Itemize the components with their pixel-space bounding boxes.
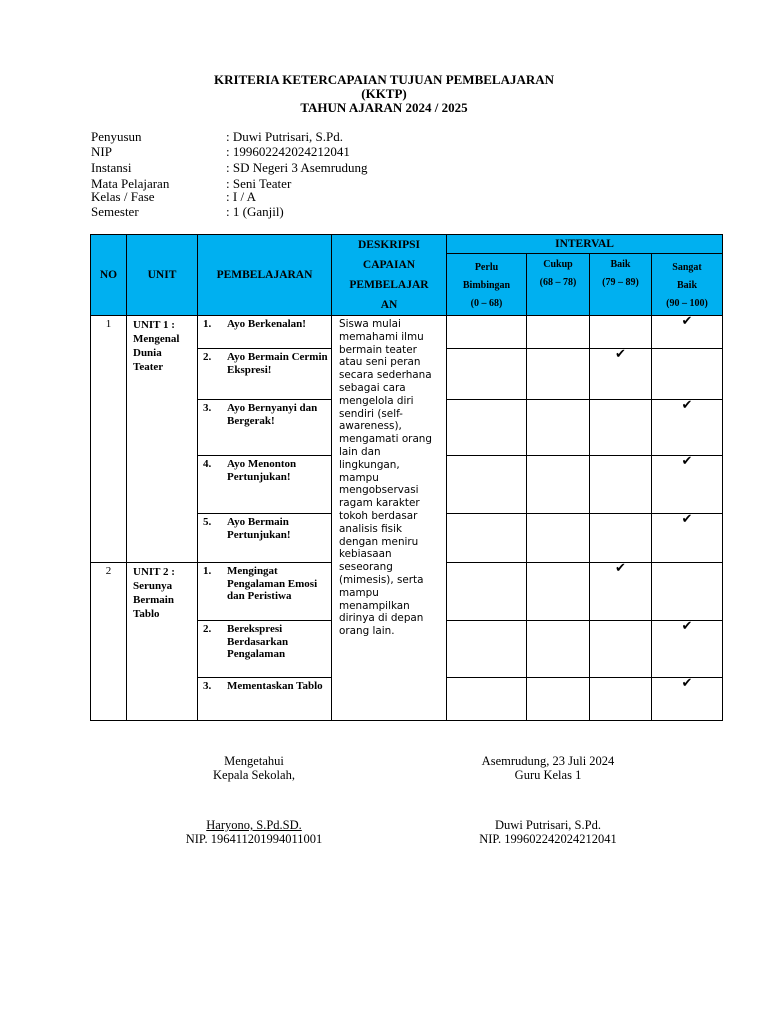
unit-title-1: UNIT 1 : Mengenal Dunia Teater <box>127 316 198 563</box>
check-cell-sangat-baik <box>652 349 723 400</box>
lesson-cell <box>198 316 332 349</box>
level-range: (68 – 78) <box>539 277 577 289</box>
lesson-title: Mengingat Pengalaman Emosi dan Peristiwa <box>227 565 318 602</box>
lesson-number: 3. <box>203 402 212 414</box>
info-label-penyusun: Penyusun <box>91 129 142 144</box>
check-cell-cukup <box>527 563 590 621</box>
lesson-number: 1. <box>203 318 212 330</box>
header-no: NO <box>91 235 127 316</box>
doc-title-line1: KRITERIA KETERCAPAIAN TUJUAN PEMBELAJARAN <box>213 72 555 87</box>
check-cell-sangat-baik <box>652 316 723 349</box>
lesson-title: Ayo Menonton Pertunjukan! <box>227 458 297 483</box>
check-cell-sangat-baik <box>652 456 723 514</box>
kktp-table <box>90 234 723 721</box>
check-cell-baik <box>590 456 652 514</box>
check-cell-baik <box>590 400 652 456</box>
level-line1: Baik <box>610 259 631 271</box>
lesson-cell <box>198 621 332 678</box>
unit-title-2: UNIT 2 : Serunya Bermain Tablo <box>127 563 198 721</box>
header-deskripsi-line1: DESKRIPSI <box>358 239 420 251</box>
header-deskripsi-line4: AN <box>380 299 398 311</box>
lesson-cell <box>198 678 332 721</box>
header-pembelajaran: PEMBELAJARAN <box>198 235 332 316</box>
lesson-title: Ayo Berkenalan! <box>227 318 306 330</box>
header-deskripsi-line2: CAPAIAN <box>362 259 416 271</box>
row-no-unit-2: 2 <box>91 563 127 721</box>
check-cell-baik <box>590 316 652 349</box>
check-cell-cukup <box>527 316 590 349</box>
row-no-unit-1: 1 <box>91 316 127 563</box>
level-line1: Cukup <box>543 259 573 271</box>
level-line2: Baik <box>677 279 698 291</box>
level-line2: Bimbingan <box>462 279 511 291</box>
checkmark-icon: ✔ <box>681 512 693 527</box>
info-value-kelas: : I / A <box>226 189 256 204</box>
check-cell-baik <box>590 621 652 678</box>
level-range: (90 – 100) <box>666 297 708 309</box>
lesson-title: Ayo Bermain Cermin Ekspresi! <box>227 351 328 376</box>
check-cell-cukup <box>527 621 590 678</box>
checkmark-icon: ✔ <box>615 561 626 576</box>
lesson-cell <box>198 563 332 621</box>
info-value-mapel: : Seni Teater <box>226 176 292 191</box>
lesson-number: 1. <box>203 565 212 577</box>
checkmark-icon: ✔ <box>681 398 693 413</box>
sig-left-line1: Mengetahui <box>224 754 284 768</box>
checkmark-icon: ✔ <box>615 347 626 362</box>
lesson-number: 2. <box>203 351 212 363</box>
sig-right-line2: Guru Kelas 1 <box>514 768 582 782</box>
sig-left-name <box>134 818 374 832</box>
level-line1: Sangat <box>672 261 702 273</box>
sig-right-name: Duwi Putrisari, S.Pd. <box>495 818 601 832</box>
info-label-nip: NIP <box>91 144 112 159</box>
sig-left-line2: Kepala Sekolah, <box>213 768 295 782</box>
check-cell-sangat-baik <box>652 514 723 563</box>
header-interval: INTERVAL <box>447 235 723 254</box>
check-cell-baik <box>590 678 652 721</box>
sig-right-nip: NIP. 199602242024212041 <box>479 832 617 846</box>
lesson-title: Ayo Bermain Pertunjukan! <box>227 516 291 541</box>
description-cell: Siswa mulai memahami ilmu bermain teater atau seni peran secara sederhana sebagai cara mengelola diri sendiri (self-awareness), mengamati orang lain dan lingkungan, mampu mengobservasi ragam karakter tokoh berdasar analisis fisik dengan meniru kebiasaan seseorang (mimesis), serta mampu menampilkan dirinya di depan orang lain. <box>332 316 447 721</box>
checkmark-icon: ✔ <box>681 314 693 329</box>
doc-title-line2: (KKTP) <box>361 86 407 101</box>
check-cell-cukup <box>527 678 590 721</box>
check-cell-baik <box>590 563 652 621</box>
header-level-sangat-baik <box>652 254 723 316</box>
header-level-baik <box>590 254 652 316</box>
check-cell-perlu-bimbingan <box>447 349 527 400</box>
sig-left-nip: NIP. 196411201994011001 <box>185 832 323 846</box>
check-cell-perlu-bimbingan <box>447 456 527 514</box>
check-cell-sangat-baik <box>652 678 723 721</box>
table-row <box>91 316 723 349</box>
lesson-cell <box>198 349 332 400</box>
check-cell-cukup <box>527 349 590 400</box>
lesson-number: 4. <box>203 458 212 470</box>
check-cell-sangat-baik <box>652 621 723 678</box>
lesson-number: 5. <box>203 516 212 528</box>
check-cell-perlu-bimbingan <box>447 514 527 563</box>
level-range: (79 – 89) <box>602 277 639 289</box>
check-cell-baik <box>590 514 652 563</box>
check-cell-perlu-bimbingan <box>447 400 527 456</box>
header-unit: UNIT <box>127 235 198 316</box>
header-deskripsi <box>332 235 447 316</box>
check-cell-cukup <box>527 400 590 456</box>
level-line1: Perlu <box>474 261 499 273</box>
checkmark-icon: ✔ <box>681 454 693 469</box>
checkmark-icon: ✔ <box>681 676 693 691</box>
sig-right-line1: Asemrudung, 23 Juli 2024 <box>481 754 615 768</box>
lesson-number: 3. <box>203 680 212 692</box>
checkmark-icon: ✔ <box>681 619 693 634</box>
lesson-cell <box>198 456 332 514</box>
info-value-nip: : 199602242024212041 <box>226 144 350 159</box>
lesson-number: 2. <box>203 623 212 635</box>
lesson-title: Mementaskan Tablo <box>227 680 323 692</box>
check-cell-perlu-bimbingan <box>447 563 527 621</box>
check-cell-sangat-baik <box>652 400 723 456</box>
check-cell-perlu-bimbingan <box>447 678 527 721</box>
doc-title-line3: TAHUN AJARAN 2024 / 2025 <box>300 100 468 115</box>
info-value-semester: : 1 (Ganjil) <box>226 204 284 219</box>
check-cell-perlu-bimbingan <box>447 316 527 349</box>
header-level-perlu-bimbingan <box>447 254 527 316</box>
level-range: (0 – 68) <box>470 297 503 309</box>
info-value-penyusun: : Duwi Putrisari, S.Pd. <box>226 129 344 144</box>
info-label-mapel: Mata Pelajaran <box>91 176 170 191</box>
check-cell-sangat-baik <box>652 563 723 621</box>
header-deskripsi-line3: PEMBELAJAR <box>349 279 429 291</box>
lesson-title: Berekspresi Berdasarkan Pengalaman <box>227 623 289 660</box>
check-cell-perlu-bimbingan <box>447 621 527 678</box>
principal-name: Haryono, S.Pd.SD. <box>206 818 302 832</box>
header-level-cukup <box>527 254 590 316</box>
lesson-cell <box>198 400 332 456</box>
lesson-title: Ayo Bernyanyi dan Bergerak! <box>227 402 318 427</box>
check-cell-cukup <box>527 456 590 514</box>
info-label-semester: Semester <box>91 204 139 219</box>
info-value-instansi: : SD Negeri 3 Asemrudung <box>226 160 368 175</box>
lesson-cell <box>198 514 332 563</box>
info-label-instansi: Instansi <box>91 160 132 175</box>
check-cell-baik <box>590 349 652 400</box>
check-cell-cukup <box>527 514 590 563</box>
info-label-kelas: Kelas / Fase <box>91 189 155 204</box>
